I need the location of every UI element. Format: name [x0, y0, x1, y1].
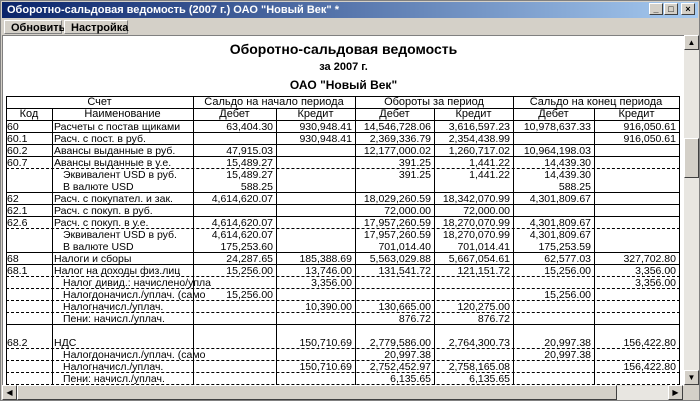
account-name: Налоги и сборы	[54, 253, 132, 265]
turnover-credit-value: 701,014.41	[457, 241, 510, 253]
account-name: Налогдоначисл./уплач. (само	[63, 289, 206, 301]
closing-credit-value: 156,422.80	[623, 337, 676, 349]
header-closing-credit: Кредит	[618, 108, 655, 120]
turnover-credit-value	[435, 181, 510, 193]
header-opening-credit: Кредит	[297, 108, 334, 120]
turnover-credit-value: 6,135.65	[469, 373, 510, 385]
header-account: Счет	[87, 96, 112, 108]
account-code: 62.6	[7, 217, 28, 229]
turnover-debit-value: 17,957,260.59	[363, 229, 431, 241]
opening-credit-value: 10,390.00	[305, 301, 352, 313]
account-name: Расч. с покупател. и зак.	[54, 193, 173, 205]
account-code	[7, 301, 39, 313]
turnover-debit-value: 20,997.38	[384, 349, 431, 361]
closing-debit-value: 14,439.30	[544, 169, 591, 181]
table-row[interactable]	[6, 181, 680, 193]
opening-credit-value	[277, 241, 352, 253]
turnover-credit-value	[435, 277, 510, 289]
account-name: Расч. с покуп. в у.е.	[54, 217, 149, 229]
opening-debit-value: 15,489.27	[226, 157, 273, 169]
account-name: Расч. с пост. в руб.	[54, 133, 146, 145]
opening-debit-value	[194, 337, 273, 349]
opening-debit-value: 15,256.00	[226, 289, 273, 301]
account-name: Расч. с покуп. в руб.	[54, 205, 153, 217]
closing-credit-value	[595, 169, 676, 181]
closing-debit-value: 62,577.03	[544, 253, 591, 265]
account-code	[7, 313, 39, 325]
turnover-credit-value	[435, 289, 510, 301]
account-code	[7, 361, 39, 373]
opening-credit-value	[277, 373, 352, 385]
turnover-debit-value: 130,665.00	[378, 301, 431, 313]
table-row[interactable]	[6, 361, 680, 373]
turnover-debit-value: 391.25	[398, 169, 431, 181]
opening-credit-value: 930,948.41	[299, 133, 352, 145]
settings-button[interactable]: Настройка	[64, 20, 128, 34]
table-row[interactable]	[6, 205, 680, 217]
account-code: 68.1	[7, 265, 28, 277]
closing-debit-value: 20,997.38	[544, 349, 591, 361]
account-code	[7, 181, 39, 193]
account-name: Эквивалент USD в руб.	[63, 229, 177, 241]
closing-debit-value: 20,997.38	[544, 337, 591, 349]
report-area	[2, 35, 684, 386]
vertical-scrollbar[interactable]	[684, 35, 699, 385]
account-name: Налогначисл./уплач.	[63, 361, 164, 373]
header-opening-debit: Дебет	[219, 108, 250, 120]
table-row[interactable]	[6, 337, 680, 349]
opening-debit-value	[194, 313, 273, 325]
account-code: 60.1	[7, 133, 28, 145]
closing-debit-value	[514, 325, 591, 337]
opening-debit-value	[194, 133, 273, 145]
table-row[interactable]	[6, 301, 680, 313]
closing-credit-value	[595, 217, 676, 229]
opening-debit-value	[194, 277, 273, 289]
account-code: 62	[7, 193, 19, 205]
scroll-left-arrow-icon[interactable]: ◀	[2, 385, 17, 400]
table-row[interactable]	[6, 157, 680, 169]
opening-credit-value	[277, 217, 352, 229]
opening-debit-value: 4,614,620.07	[211, 193, 273, 205]
opening-credit-value: 930,948.41	[299, 121, 352, 133]
turnover-credit-value: 3,616,597.23	[448, 121, 510, 133]
opening-credit-value	[277, 193, 352, 205]
opening-credit-value	[277, 289, 352, 301]
closing-debit-value: 4,301,809.67	[529, 217, 591, 229]
turnover-credit-value: 2,354,438.99	[448, 133, 510, 145]
turnover-credit-value	[435, 325, 510, 337]
turnover-debit-value: 701,014.40	[378, 241, 431, 253]
turnover-debit-value: 17,957,260.59	[363, 217, 431, 229]
closing-credit-value: 327,702.80	[623, 253, 676, 265]
account-name: Налог на доходы физ.лиц	[54, 265, 181, 277]
opening-credit-value: 150,710.69	[299, 361, 352, 373]
account-name: Авансы выданные в руб.	[54, 145, 176, 157]
closing-credit-value	[595, 193, 676, 205]
turnover-debit-value: 12,177,000.02	[363, 145, 431, 157]
opening-debit-value	[194, 205, 273, 217]
turnover-credit-value: 120,275.00	[457, 301, 510, 313]
account-code: 60.7	[7, 157, 28, 169]
header-code: Код	[19, 108, 39, 120]
closing-credit-value	[595, 157, 676, 169]
turnover-debit-value: 18,029,260.59	[363, 193, 431, 205]
closing-debit-value: 14,439.30	[544, 157, 591, 169]
opening-credit-value: 150,710.69	[299, 337, 352, 349]
closing-credit-value	[595, 313, 676, 325]
balance-sheet-table	[6, 96, 680, 386]
table-row[interactable]	[6, 121, 680, 133]
vertical-scroll-thumb[interactable]	[684, 138, 699, 178]
account-code	[7, 325, 39, 337]
header-turnover-credit: Кредит	[455, 108, 492, 120]
closing-debit-value	[514, 205, 591, 217]
refresh-button[interactable]: Обновить	[4, 20, 62, 34]
opening-debit-value: 47,915.03	[226, 145, 273, 157]
opening-debit-value: 588.25	[240, 181, 273, 193]
table-row[interactable]	[6, 325, 680, 337]
closing-debit-value: 15,256.00	[544, 289, 591, 301]
opening-debit-value	[194, 301, 273, 313]
header-name: Наименование	[84, 108, 161, 120]
closing-debit-value: 588.25	[558, 181, 591, 193]
turnover-credit-value: 18,270,070.99	[442, 229, 510, 241]
account-code	[7, 229, 39, 241]
turnover-debit-value: 72,000.00	[384, 205, 431, 217]
closing-credit-value	[595, 205, 676, 217]
opening-credit-value	[277, 325, 352, 337]
horizontal-scroll-thumb[interactable]	[17, 385, 617, 400]
table-row[interactable]	[6, 133, 680, 145]
header-opening-balance: Сальдо на начало периода	[204, 96, 344, 108]
maximize-button[interactable]: □	[664, 3, 678, 15]
table-row[interactable]	[6, 313, 680, 325]
closing-credit-value: 916,050.61	[623, 121, 676, 133]
closing-credit-value	[595, 373, 676, 385]
account-code: 68	[7, 253, 19, 265]
opening-credit-value	[277, 349, 352, 361]
opening-debit-value: 175,253.60	[220, 241, 273, 253]
account-code: 60.2	[7, 145, 28, 157]
opening-debit-value	[194, 349, 273, 361]
closing-debit-value	[514, 277, 591, 289]
opening-credit-value	[277, 181, 352, 193]
account-code	[7, 349, 39, 361]
turnover-credit-value: 2,764,300.73	[448, 337, 510, 349]
turnover-credit-value	[435, 349, 510, 361]
table-row[interactable]	[6, 349, 680, 361]
toolbar	[2, 19, 698, 35]
closing-credit-value: 916,050.61	[623, 133, 676, 145]
account-code: 68.2	[7, 337, 28, 349]
turnover-credit-value: 18,270,070.99	[442, 217, 510, 229]
scroll-right-arrow-icon[interactable]: ▶	[668, 385, 683, 400]
table-row[interactable]	[6, 265, 680, 277]
report-title: Оборотно-сальдовая ведомость	[229, 41, 458, 57]
turnover-debit-value	[356, 181, 431, 193]
opening-debit-value: 4,614,620.07	[211, 217, 273, 229]
account-code: 60	[7, 121, 19, 133]
table-row[interactable]	[6, 289, 680, 301]
closing-debit-value	[514, 361, 591, 373]
closing-debit-value	[514, 313, 591, 325]
opening-debit-value: 63,404.30	[226, 121, 273, 133]
account-name: Пени: начисл./уплач.	[63, 313, 165, 325]
closing-credit-value: 156,422.80	[623, 361, 676, 373]
opening-debit-value	[194, 361, 273, 373]
opening-debit-value: 4,614,620.07	[211, 229, 273, 241]
turnover-debit-value	[356, 277, 431, 289]
account-code: 62.1	[7, 205, 28, 217]
account-code	[7, 289, 39, 301]
table-row[interactable]	[6, 241, 680, 253]
closing-credit-value	[595, 289, 676, 301]
turnover-credit-value: 876.72	[477, 313, 510, 325]
table-row[interactable]	[6, 373, 680, 385]
scroll-up-arrow-icon[interactable]: ▲	[684, 35, 699, 50]
opening-credit-value: 185,388.69	[299, 253, 352, 265]
closing-debit-value: 10,964,198.03	[523, 145, 591, 157]
opening-debit-value: 24,287.65	[226, 253, 273, 265]
close-button[interactable]: ×	[681, 3, 695, 15]
closing-debit-value: 175,253.59	[538, 241, 591, 253]
account-name: Налогдоначисл./уплач. (само	[63, 349, 206, 361]
opening-credit-value: 3,356.00	[311, 277, 352, 289]
table-row[interactable]	[6, 229, 680, 241]
closing-credit-value	[595, 181, 676, 193]
turnover-credit-value: 5,667,054.61	[448, 253, 510, 265]
turnover-credit-value: 18,342,070.99	[442, 193, 510, 205]
turnover-credit-value: 72,000.00	[463, 205, 510, 217]
opening-credit-value: 13,746.00	[305, 265, 352, 277]
opening-debit-value: 15,489.27	[226, 169, 273, 181]
turnover-credit-value: 121,151.72	[457, 265, 510, 277]
closing-credit-value: 3,356.00	[635, 265, 676, 277]
closing-credit-value	[595, 241, 676, 253]
account-name: Налог дивид.: начислено/упла	[63, 277, 211, 289]
turnover-credit-value: 2,758,165.08	[448, 361, 510, 373]
minimize-button[interactable]: _	[649, 3, 663, 15]
table-row[interactable]	[6, 169, 680, 181]
turnover-debit-value: 391.25	[398, 157, 431, 169]
closing-debit-value	[514, 301, 591, 313]
window-title: Оборотно-сальдовая ведомость (2007 г.) ОАО "Новый Век" *	[7, 4, 339, 16]
opening-debit-value	[194, 373, 273, 385]
scroll-down-arrow-icon[interactable]: ▼	[684, 370, 699, 385]
opening-credit-value	[277, 157, 352, 169]
closing-debit-value: 10,978,637.33	[523, 121, 591, 133]
account-name: Авансы выданные в у.е.	[54, 157, 172, 169]
opening-debit-value	[194, 325, 273, 337]
header-closing-debit: Дебет	[538, 108, 569, 120]
turnover-debit-value: 14,546,728.06	[363, 121, 431, 133]
account-name	[54, 325, 191, 337]
scrollbar-corner	[684, 385, 699, 400]
closing-credit-value	[595, 349, 676, 361]
table-row[interactable]	[6, 145, 680, 157]
closing-credit-value	[595, 145, 676, 157]
account-name: В валюте USD	[63, 181, 134, 193]
report-organization: ОАО "Новый Век"	[289, 78, 398, 92]
account-code	[7, 241, 39, 253]
closing-credit-value	[595, 325, 676, 337]
opening-credit-value	[277, 145, 352, 157]
opening-credit-value	[277, 229, 352, 241]
account-name: НДС	[54, 337, 77, 349]
report-period: за 2007 г.	[319, 61, 368, 73]
closing-debit-value	[514, 373, 591, 385]
account-name: Пени: начисл./уплач.	[63, 373, 165, 385]
closing-debit-value: 4,301,809.67	[529, 229, 591, 241]
header-closing-balance: Сальдо на конец периода	[529, 96, 663, 108]
account-name: Эквивалент USD в руб.	[63, 169, 177, 181]
account-code	[7, 373, 39, 385]
table-row[interactable]	[6, 217, 680, 229]
turnover-debit-value: 5,563,029.88	[369, 253, 431, 265]
turnover-credit-value: 1,441.22	[469, 169, 510, 181]
account-name: Расчеты с постав щиками	[54, 121, 181, 133]
turnover-debit-value: 2,369,336.79	[369, 133, 431, 145]
header-turnover: Обороты за период	[384, 96, 484, 108]
opening-credit-value	[277, 313, 352, 325]
turnover-debit-value: 2,779,586.00	[369, 337, 431, 349]
turnover-debit-value: 6,135.65	[390, 373, 431, 385]
account-code	[7, 277, 39, 289]
header-turnover-debit: Дебет	[379, 108, 410, 120]
closing-debit-value: 4,301,809.67	[529, 193, 591, 205]
turnover-credit-value: 1,441.22	[469, 157, 510, 169]
opening-credit-value	[277, 205, 352, 217]
opening-debit-value: 15,256.00	[226, 265, 273, 277]
turnover-debit-value: 131,541.72	[378, 265, 431, 277]
table-row[interactable]	[6, 193, 680, 205]
account-name: Налогначисл./уплач.	[63, 301, 164, 313]
horizontal-scrollbar[interactable]	[2, 385, 683, 400]
table-row[interactable]	[6, 277, 680, 289]
opening-credit-value	[277, 169, 352, 181]
account-code	[7, 169, 39, 181]
closing-debit-value	[514, 133, 591, 145]
turnover-debit-value: 876.72	[398, 313, 431, 325]
turnover-debit-value: 2,752,452.97	[369, 361, 431, 373]
closing-credit-value: 3,356.00	[635, 277, 676, 289]
turnover-debit-value	[356, 325, 431, 337]
table-row[interactable]	[6, 253, 680, 265]
closing-credit-value	[595, 301, 676, 313]
title-bar[interactable]	[2, 2, 698, 18]
turnover-credit-value: 1,260,717.02	[448, 145, 510, 157]
closing-credit-value	[595, 229, 676, 241]
turnover-debit-value	[356, 289, 431, 301]
account-name: В валюте USD	[63, 241, 134, 253]
closing-debit-value: 15,256.00	[544, 265, 591, 277]
